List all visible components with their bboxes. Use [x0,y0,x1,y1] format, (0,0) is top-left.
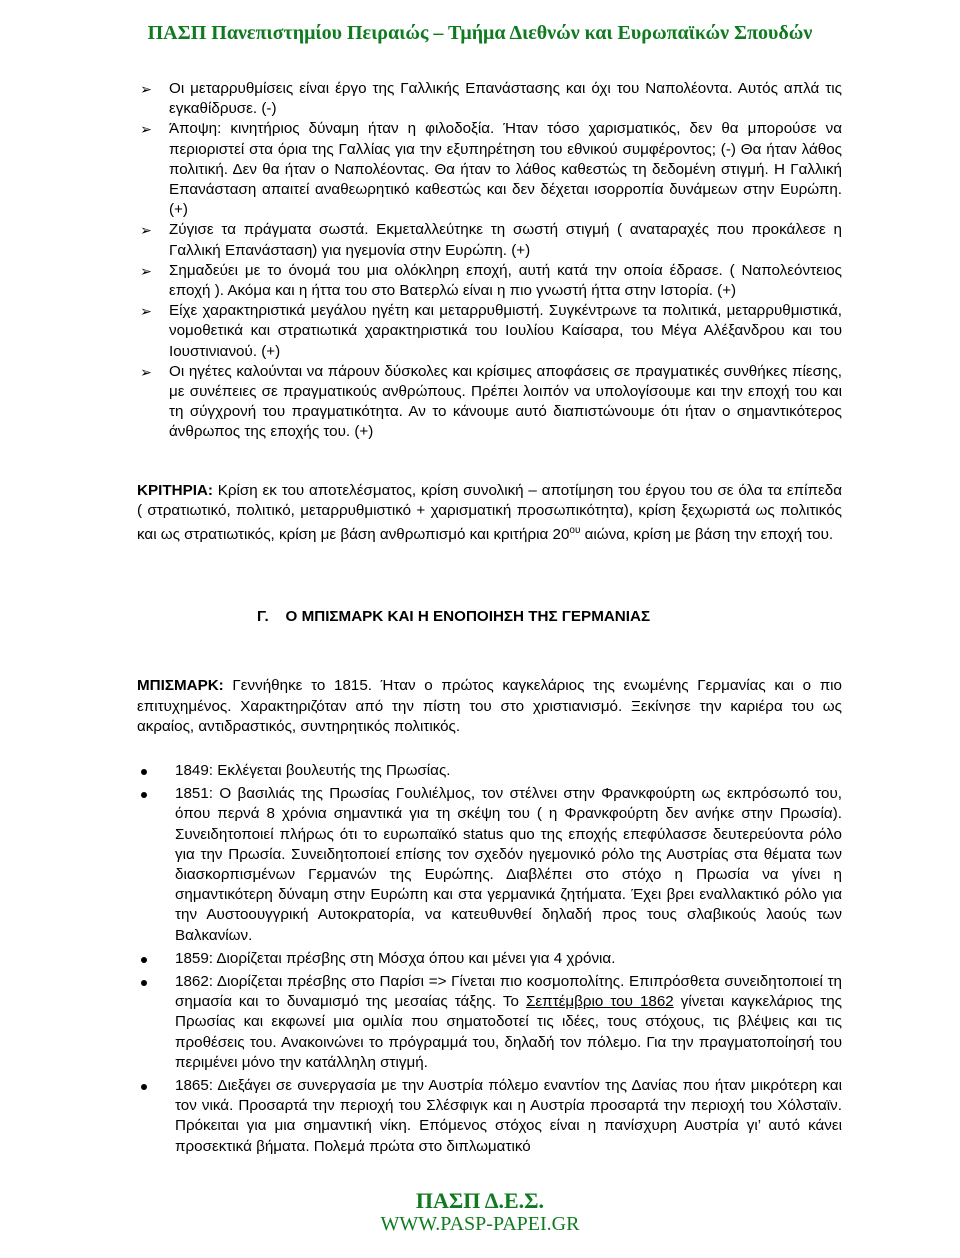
arrow-item: ➢ Άποψη: κινητήριος δύναμη ήταν η φιλοδοξία. Ήταν τόσο χαρισματικός, δεν θα μπορούσε να περιοριστεί στα όρια της Γαλλίας για την εξυπηρέτηση του εθνικού συμφέροντος; (-) Θα ήταν λάθος πολιτική. Δεν θα ήταν ο Ναπολέοντας. Θα ήταν το λάθος καθεστώς τη δεδομένη στιγμή. Η Γαλλική Επανάσταση απαιτεί αναθεωρητικό καθεστώς και δεν δέχεται ισορροπία δυνάμεων στην Ευρώπη. (+) [137,119,842,220]
arrow-list [137,79,842,443]
arrow-bullet-icon: ➢ [140,303,152,320]
section-title: Γ. Ο ΜΠΙΣΜΑΡΚ ΚΑΙ Η ΕΝΟΠΟΙΗΣΗ ΤΗΣ ΓΕΡΜΑΝΙΑΣ [257,608,651,626]
arrow-bullet-icon: ➢ [140,81,152,97]
list-item: 1865: Διεξάγει σε συνεργασία με την Αυστρία πόλεμο εναντίον της Δανίας που ήταν μικρότερη και τον νικά. Προσαρτά την περιοχή του Σλέσφιγκ και η Αυστρία προσαρτά την περιοχή του Χόλσταϊν. Πρόκειται για μια σημαντική νίκη. Επόμενος στόχος είναι η πανίσχυρη Αυστρία γι’ αυτό κάνει προσεκτικά βήματα. Πολεμά πρώτα στο διπλωματικό [137,1076,842,1157]
arrow-bullet-icon: ➢ [140,121,152,138]
bullet-dot-icon [141,957,147,963]
page-header: ΠΑΣΠ Πανεπιστημίου Πειραιώς – Τμήμα Διεθνών και Ευρωπαϊκών Σπουδών [147,22,813,44]
arrow-item: ➢ Οι ηγέτες καλούνται να πάρουν δύσκολες και κρίσιμες αποφάσεις σε πραγματικές συνθήκες πίεσης, με συνέπειες σε πραγματικούς ανθρώπους. Πρέπει λοιπόν να υπολογίσουμε και την εποχή του και τη σύγχρονή του πραγματικότητα. Αν το κάνουμε αυτό διαπιστώνουμε ότι ήταν ο σημαντικότερος άνθρωπος της εποχής του. (+) [137,362,842,443]
criteria-paragraph: ΚΡΙΤΗΡΙΑ: Κρίση εκ του αποτελέσματος, κρίση συνολική – αποτίμηση του έργου του σε όλα τα επίπεδα ( στρατιωτικό, πολιτικό, μεταρρυθμιστικό + χαρισματική προσωπικότητα), κρίση ξεχωριστά ως πολιτικός και ως στρατιωτικός, κρίση με βάση ανθρωπισμό και κριτήρια $20^{o\upsilon}$ αιώνα, κρίση με βάση την εποχή του. [137,481,842,544]
bullet-dot-icon [141,980,147,986]
timeline-list [137,761,842,1157]
superscript: ου [569,525,581,537]
list-item: 1851: Ο βασιλιάς της Πρωσίας Γουλιέλμος, τον στέλνει στην Φρανκφούρτη ως εκπρόσωπό του, όπου περνά 8 χρόνια σημαντικά για τη σκέψη του ( η Φρανκφούρτη δεν ανήκε στην Πρωσία). Συνειδητοποιεί πλήρως ότι το ευρωπαϊκό status quo της εποχής επεφύλασσε δευτερεύοντα ρόλο για την Πρωσία. Συνειδητοποιεί επίσης τον σχεδόν ηγεμονικό ρόλο της Αυστρίας στα θέματα των διασκορπισμένων Γερμανών της Ευρώπης. Διαβλέπει στο στόχο η Πρωσία να γίνει η σημαντικότερη δύναμη στην Ευρώπη και στα γερμανικά ζητήματα. Έχει βρει εναλλακτικό ρόλο για την Αυστοουγγρική Αυτοκρατορία, να κατευθυνθεί δηλαδή προς τους σλαβικούς λαούς των Βαλκανίων. [137,784,842,946]
document-body [137,79,842,1160]
arrow-bullet-icon: ➢ [140,222,152,239]
bullet-dot-icon [141,769,147,775]
arrow-bullet-icon: ➢ [140,262,152,279]
arrow-item: ➢ Σημαδεύει με το όνομά του μια ολόκληρη εποχή, αυτή κατά την οποία έδρασε. ( Ναπολεόντειος εποχή ). Ακόμα και η ήττα του στο Βατερλώ είναι η πιο γνωστή ήττα στην Ιστορία. (+) [137,261,842,301]
underlined-date: Σεπτέμβριο του 1862 [525,993,674,1011]
footer-title: ΠΑΣΠ Δ.Ε.Σ. [415,1188,545,1213]
arrow-item: ➢ Ζύγισε τα πράγματα σωστά. Εκμεταλλεύτηκε τη σωστή στιγμή ( αναταραχές που προκάλεσε η Γαλλική Επανάσταση) για ηγεμονία στην Ευρώπη. (+) [137,220,842,260]
bio-label: ΜΠΙΣΜΑΡΚ: [137,677,224,695]
criteria-label: ΚΡΙΤΗΡΙΑ: [137,481,213,499]
list-item: 1849: Εκλέγεται βουλευτής της Πρωσίας. [137,761,842,781]
arrow-bullet-icon: ➢ [140,363,152,380]
bullet-dot-icon [141,1084,147,1090]
bullet-dot-icon [141,792,147,798]
list-item: 1859: Διορίζεται πρέσβης στη Μόσχα όπου και μένει για 4 χρόνια. [137,949,842,969]
footer-url: WWW.PASP-PAPEI.GR [380,1213,580,1235]
bismarck-paragraph: ΜΠΙΣΜΑΡΚ: Γεννήθηκε το 1815. Ήταν ο πρώτος καγκελάριος της ενωμένης Γερμανίας και ο πιο επιτυχημένος. Χαρακτηριζόταν από την πίστη του στο χριστιανισμό. Ξεκίνησε την καριέρα του ως ακραίος, αντιδραστικός, συντηρητικός πολιτικός. [137,677,842,735]
list-item: 1862: Διορίζεται πρέσβης στο Παρίσι => Γίνεται πιο κοσμοπολίτης. Επιπρόσθετα συνειδητοποιεί τη σημασία και το δυναμισμό της μεσαίας τάξης. Το Σεπτέμβριο του 1862 γίνεται καγκελάριος της Πρωσίας και εκφωνεί μια ομιλία που σηματοδοτεί τις ιδέες, τους στόχους, τις βλέψεις και τις προθέσεις του. Ανακοινώνει το πρόγραμμά του, δηλαδή τον πόλεμο. Για την πραγματοποίησή του περιμένει μόνο την κατάλληλη στιγμή. [137,972,842,1073]
arrow-item: ➢ Οι μεταρρυθμίσεις είναι έργο της Γαλλικής Επανάστασης και όχι του Ναπολέοντα. Αυτός απλά τις εγκαθίδρυσε. (-) [137,79,842,119]
arrow-item: ➢ Είχε χαρακτηριστικά μεγάλου ηγέτη και μεταρρυθμιστή. Συγκέντρωνε τα πολιτικά, μεταρρυθμιστικά, νομοθετικά και στρατιωτικά χαρακτηριστικά του Ιουλίου Καίσαρα, του Μέγα Αλέξανδρου και του Ιουστινιανού. (+) [137,301,842,362]
